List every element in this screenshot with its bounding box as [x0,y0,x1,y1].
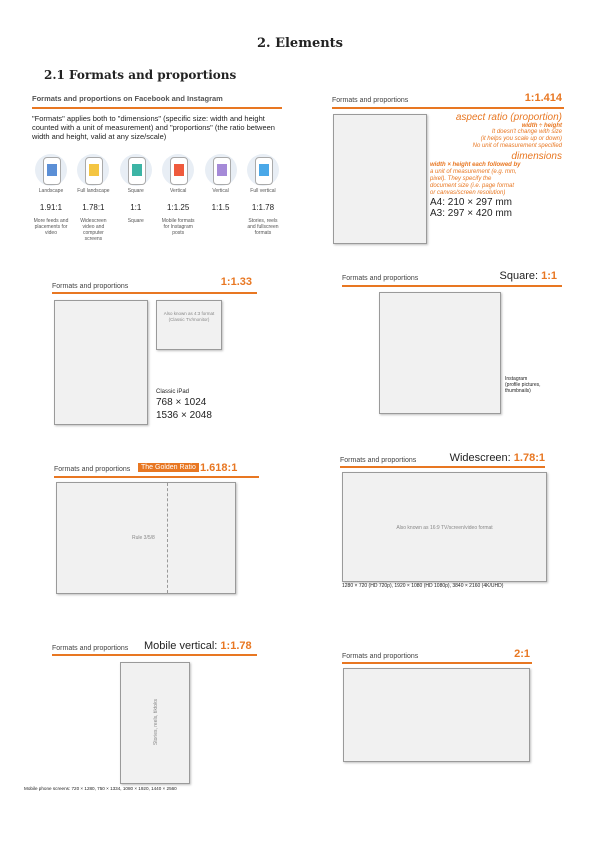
fb-format-3-label: 1:1 [130,203,142,212]
section-title: 2. Elements [256,36,344,51]
fb-format-3-swatch [132,164,142,176]
ipad-panel [52,276,262,426]
dim-note-1: width × height each followed by [430,162,521,168]
mobile-panel-title: Formats and proportions [52,645,129,652]
mobile-ratio-group [144,640,252,652]
fb-panel [32,94,282,264]
a4-notes [424,112,562,219]
fb-format-2-device: Full landscape [77,188,110,194]
square-ratio: 1:1 [541,270,557,282]
wide-ratio-group [450,452,545,464]
ipad-dim-1: 768 × 1024 [156,397,207,408]
wide-panel-title: Formats and proportions [340,457,417,464]
wide-panel-rule [340,466,545,468]
ipad-ratio: 1:1.33 [220,276,252,288]
aspect-note-2: (it helps you scale up or down) [480,136,562,142]
fb-format-6-swatch [259,164,269,176]
mobile-caption: Mobile phone screens: 720 × 1280, 750 × 1334, 1080 × 1920, 1440 × 2560 [24,786,177,791]
fb-format-6 [244,154,282,264]
fb-format-2-label: 1.78:1 [82,203,105,212]
fb-format-4-label: 1:1.25 [167,203,190,212]
fb-format-1-label: 1.91:1 [39,203,63,212]
wide-frame [342,472,547,582]
a4-frame [333,114,427,244]
golden-inner-label: Rule 3/5/8 [132,535,155,541]
square-note: Instagram (profile pictures, thumbnails) [505,376,541,394]
a3-size: A3: 297 × 420 mm [430,208,512,219]
a4-panel [332,92,572,252]
dim-note-5: or canvas/screen resolution) [430,190,506,196]
square-panel [342,270,567,420]
fb-format-2-swatch [89,164,99,176]
fb-panel-title: Formats and proportions on Facebook and Instagram [32,94,223,103]
ipad-panel-title: Formats and proportions [52,283,129,290]
wide-panel [340,452,570,592]
aspect-note-3: No unit of measurement specified [472,143,562,149]
fb-intro: "Formats" applies both to "dimensions" (specific size: width and height counted with a unit of measurement) and "proportions" (the ratio between width and height, valid at any size/scale) [32,114,275,141]
fb-panel-rule [32,107,282,109]
ipad-frame-landscape [156,300,222,350]
subsection-title: 2.1 Formats and proportions [44,68,237,82]
two-frame [343,668,530,762]
wide-ratio: 1.78:1 [513,452,545,464]
mobile-panel-rule [52,654,257,656]
golden-panel-title: Formats and proportions [54,466,131,473]
ipad-panel-rule [52,292,257,294]
a4-panel-title: Formats and proportions [332,97,409,104]
fb-format-2-desc: Widescreen video and computer screens [80,218,107,242]
two-panel [342,648,557,768]
fb-format-5 [202,154,240,264]
fb-format-1 [32,154,70,264]
golden-panel-rule [54,476,259,478]
fb-format-3 [117,154,155,264]
a4-ratio: 1:1.414 [524,92,562,104]
fb-format-1-device: Landscape [38,188,64,194]
golden-badge: The Golden Ratio [138,463,199,472]
dim-note-4: document size (i.e. page format [430,183,515,189]
dim-heading: dimensions [511,151,562,162]
fb-format-5-label: 1:1.5 [211,203,230,212]
wide-caption: 1280 × 720 (HD 720p), 1920 × 1080 (HD 1080p), 3840 × 2160 (4K/UHD) [342,583,504,589]
fb-format-6-label: 1:1.78 [251,203,275,212]
wide-label: Widescreen: [449,452,511,464]
ipad-frame-portrait [54,300,148,425]
fb-format-4-swatch [174,164,184,176]
fb-format-6-device: Full vertical [250,188,276,194]
a4-size: A4: 210 × 297 mm [430,197,512,208]
mobile-panel [24,640,267,795]
golden-panel [54,464,264,604]
mobile-label: Mobile vertical: [144,640,218,652]
a4-panel-rule [332,107,564,109]
fb-format-6-desc: Stories, reels and fullscreen formats [247,218,279,236]
golden-divider [167,483,168,593]
fb-format-4 [159,154,197,264]
square-panel-title: Formats and proportions [342,275,419,282]
fb-format-1-desc: More feeds and placements for video [33,218,69,236]
two-panel-title: Formats and proportions [342,653,419,660]
mobile-inner-label: Stories, reels, tiktoks [153,698,159,746]
aspect-note-1: It doesn't change with size [491,129,562,135]
aspect-heading: aspect ratio (proportion) [455,112,562,123]
fb-format-2 [74,154,112,264]
aspect-formula: width ÷ height [521,123,562,129]
dim-note-3: pixel). They specify the [430,176,492,182]
ipad-device: Classic iPad [156,389,190,395]
golden-frame [56,482,236,594]
fb-format-1-swatch [47,164,57,176]
square-ratio-group [500,270,558,282]
fb-format-4-desc: Mobile formats for Instagram posts [161,218,195,236]
fb-format-grid [32,154,282,264]
two-panel-rule [342,662,532,664]
ipad-inner-label: Also known as 4:3 format (Classic TV/monitor) [163,311,215,322]
two-ratio: 2:1 [514,648,530,660]
mobile-ratio: 1:1.78 [220,640,252,652]
square-panel-rule [342,285,562,287]
fb-format-3-desc: Square [127,218,144,224]
ipad-dim-2: 1536 × 2048 [156,410,212,421]
square-label: Square: [499,270,539,282]
square-frame [379,292,501,414]
mobile-frame [120,662,190,784]
fb-format-5-swatch [217,164,227,176]
golden-ratio: 1.618:1 [200,462,238,474]
wide-inner-label: Also known as 16:9 TV/screen/video format [396,525,493,531]
fb-format-5-device: Vertical [212,188,229,194]
fb-format-3-device: Square [127,188,144,194]
dim-note-2: a unit of measurement (e.g. mm, [430,169,517,175]
fb-format-4-device: Vertical [169,188,187,194]
